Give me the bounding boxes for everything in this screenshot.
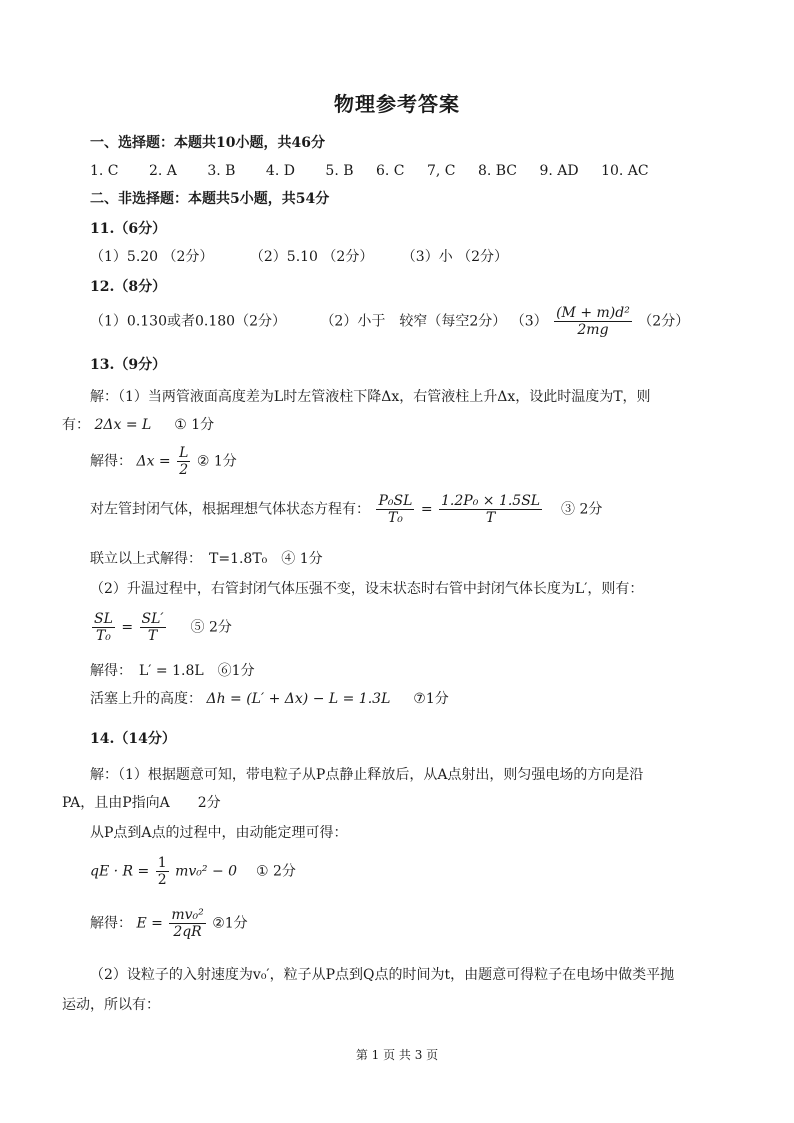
choice-6: 6. C bbox=[375, 163, 405, 179]
q14-line-3: 从P点到A点的过程中，由动能定理可得： bbox=[90, 825, 348, 841]
q14-mark-1: ① 2分 bbox=[255, 863, 296, 880]
q13-line-8: 解得： L′ = 1.8L ⑥1分 bbox=[90, 663, 255, 679]
q14-equation-lhs: qE · R = bbox=[90, 863, 150, 880]
q14-mark-2: ②1分 bbox=[212, 915, 248, 932]
q11-answers bbox=[90, 250, 508, 264]
page-footer: 第 1 页 共 3 页 bbox=[355, 1048, 439, 1062]
q11-answer-3: （3）小 （2分） bbox=[401, 249, 509, 265]
q12-answers bbox=[90, 306, 689, 337]
q13-heading: 13.（9分） bbox=[90, 357, 167, 373]
section-choice-heading: 一、选择题：本题共10小题，共46分 bbox=[90, 135, 325, 151]
q14-line-4 bbox=[90, 856, 296, 887]
q13-fraction-sl-t0 bbox=[92, 612, 115, 643]
q13-mark-2: ② 1分 bbox=[196, 453, 237, 470]
q13-fraction-final-state bbox=[439, 494, 542, 525]
q13-fraction-numerator: SL bbox=[94, 611, 113, 627]
q14-line-2: PA，且由P指向A 2分 bbox=[62, 795, 221, 811]
q13-line-4-prefix: 对左管封闭气体，根据理想气体状态方程有： bbox=[90, 501, 370, 518]
q14-line-7: 运动，所以有： bbox=[62, 997, 160, 1013]
choice-1: 1. C bbox=[90, 163, 119, 179]
q14-fraction-numerator: 1 bbox=[157, 855, 167, 871]
q13-line-3-prefix: 解得： bbox=[90, 453, 132, 470]
q13-fraction-denominator: T₀ bbox=[387, 510, 403, 526]
q13-fraction-denominator: T₀ bbox=[95, 628, 111, 644]
q13-line-9 bbox=[90, 692, 449, 706]
q14-line-5 bbox=[90, 908, 248, 939]
q13-fraction-initial-state bbox=[376, 494, 414, 525]
q13-fraction-denominator: T bbox=[147, 628, 158, 644]
q13-equation-height: Δh = (L′ + Δx) − L = 1.3L bbox=[206, 691, 391, 707]
q13-fraction-denominator: T bbox=[485, 510, 496, 526]
q14-equation-rhs: mv₀² − 0 bbox=[175, 863, 238, 880]
q13-fraction-sl-prime-t bbox=[140, 612, 166, 643]
q11-heading: 11.（6分） bbox=[90, 221, 167, 237]
q14-fraction-denominator: 2 bbox=[157, 872, 167, 888]
q13-line-6: （2）升温过程中，右管封闭气体压强不变，设末状态时右管中封闭气体长度为L′，则有： bbox=[90, 581, 644, 597]
q13-mark-5: ⑤ 2分 bbox=[190, 619, 232, 636]
q14-line-1: 解：（1）根据题意可知，带电粒子从P点静止释放后，从A点射出，则匀强电场的方向是沿 bbox=[90, 767, 644, 783]
q13-line-2 bbox=[62, 418, 214, 432]
q14-line-5-lhs: E = bbox=[136, 915, 163, 932]
choice-4: 4. D bbox=[265, 163, 295, 179]
page-title: 物理参考答案 bbox=[334, 92, 460, 116]
q13-line-4: 对左管封闭气体，根据理想气体状态方程有： $\frac{\text{P₀SL}}{\text{T₀}}$ = $\frac{\text{1.2P₀ × 1.5SL}}{T}$ ③ 2分 bbox=[90, 493, 603, 526]
q13-line-7: $\frac{SL}{\text{T₀}}$ = $\frac{SL'}{T}$ ⑤ 2分 bbox=[94, 611, 232, 644]
q12-answer-1: （1）0.130或者0.180（2分） bbox=[90, 313, 286, 330]
q14-line-6: （2）设粒子的入射速度为v₀′，粒子从P点到Q点的时间为t，由题意可得粒子在电场中做类平抛 bbox=[90, 967, 675, 983]
q13-fraction-numerator: P₀SL bbox=[378, 493, 413, 509]
q13-line-3 bbox=[90, 446, 237, 477]
section-nonchoice-heading: 二、非选择题：本题共5小题，共54分 bbox=[90, 191, 330, 207]
q12-fraction-denominator: 2mg bbox=[577, 322, 609, 338]
q13-mark-3: ③ 2分 bbox=[561, 501, 603, 518]
q13-line-1: 解：（1）当两管液面高度差为L时左管液柱下降Δx，右管液柱上升Δx，设此时温度为T，则 bbox=[90, 389, 651, 405]
q13-fraction-numerator: L bbox=[179, 445, 189, 461]
q12-fraction-numerator: (M + m)d² bbox=[556, 305, 630, 321]
q13-line-9-prefix: 活塞上升的高度： bbox=[90, 691, 202, 707]
q14-fraction-numerator: mv₀² bbox=[171, 907, 204, 923]
q11-answer-2: （2）5.10 （2分） bbox=[249, 249, 374, 265]
choice-10: 10. AC bbox=[601, 163, 649, 179]
q13-mark-1: ① 1分 bbox=[174, 417, 215, 433]
q13-fraction-denominator: 2 bbox=[179, 462, 189, 478]
q12-answer-2: （2）小于 较窄（每空2分） bbox=[320, 313, 507, 330]
q13-line-3-lhs: Δx = bbox=[136, 453, 171, 470]
choice-5: 5. B bbox=[325, 163, 354, 179]
q13-equation-1: 2Δx = L bbox=[94, 417, 152, 433]
q13-mark-7: ⑦1分 bbox=[413, 691, 449, 707]
q13-fraction-l-over-2 bbox=[177, 446, 190, 477]
q13-fraction-numerator: 1.2P₀ × 1.5SL bbox=[441, 493, 541, 509]
q14-fraction-denominator: 2qR bbox=[173, 924, 202, 940]
q12-answer-3-prefix: （3） bbox=[510, 313, 548, 330]
q14-fraction-one-half bbox=[156, 856, 169, 887]
q12-heading: 12.（8分） bbox=[90, 279, 167, 295]
q14-line-5-prefix: 解得： bbox=[90, 915, 132, 932]
choice-8: 8. BC bbox=[477, 163, 518, 179]
q13-fraction-numerator: SL′ bbox=[141, 611, 164, 627]
q14-fraction-field bbox=[169, 908, 205, 939]
q12-fraction bbox=[554, 306, 632, 337]
choice-2: 2. A bbox=[148, 163, 177, 179]
q13-line-2-prefix: 有： bbox=[62, 417, 90, 433]
choice-7: 7, C bbox=[426, 163, 456, 179]
q11-answer-1: （1）5.20 （2分） bbox=[90, 249, 214, 265]
q12-answer-3-score: （2分） bbox=[638, 313, 690, 330]
q14-heading: 14.（14分） bbox=[90, 731, 176, 747]
q13-line-5: 联立以上式解得： T=1.8T₀ ④ 1分 bbox=[90, 551, 323, 567]
choice-answers bbox=[90, 164, 649, 178]
choice-9: 9. AD bbox=[539, 163, 579, 179]
choice-3: 3. B bbox=[207, 163, 236, 179]
